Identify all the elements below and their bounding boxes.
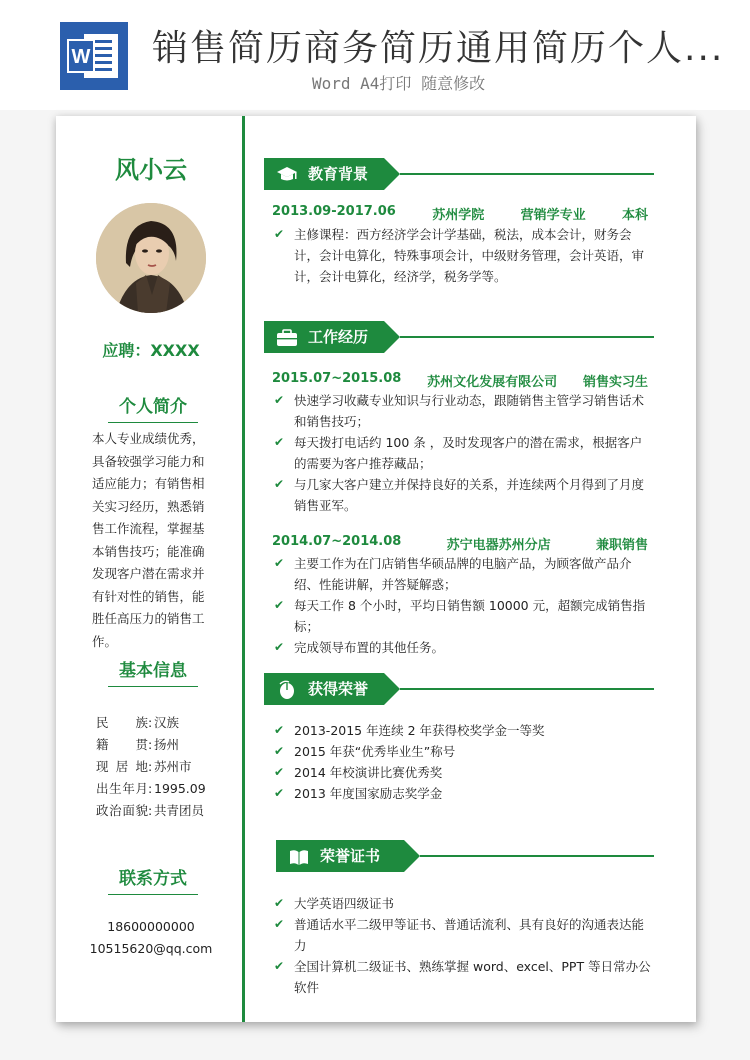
list-item: ✔ 快速学习收藏专业知识与行业动态，跟随销售主管学习销售话术和销售技巧； <box>272 390 652 432</box>
contact-heading: 联系方式 <box>108 864 198 895</box>
email-address: 10515620@qq.com <box>89 941 213 956</box>
education-school: 苏州学院 <box>432 208 485 223</box>
mouse-icon <box>276 679 298 699</box>
resume-page <box>56 116 696 1022</box>
section-honors <box>264 673 664 705</box>
section-tag <box>264 321 384 353</box>
honors-items <box>272 720 652 804</box>
section-arrow <box>384 673 400 705</box>
check-icon: ✔ <box>274 896 285 910</box>
list-item: ✔ 2013-2015 年连续 2 年获得校奖学金一等奖 <box>272 720 652 741</box>
info-row: 出生年月 : 1995.09 <box>96 778 236 800</box>
book-icon <box>288 846 310 866</box>
section-title: 获得荣誉 <box>308 680 369 698</box>
info-label: 出生年月 <box>96 781 148 796</box>
section-rule <box>400 173 654 175</box>
intro-text: 本人专业成绩优秀，具备较强学习能力和适应能力；有销售相关实习经历，熟悉销售工作流程，掌握基本销售技巧；能准确发现客户潜在需求并有针对性的销售，能胜任高压力的销售工作。 <box>92 431 205 649</box>
section-work <box>264 321 664 353</box>
section-rule <box>400 336 654 338</box>
certificate-items <box>272 893 652 998</box>
section-title: 工作经历 <box>308 328 369 346</box>
list-item: ✔ 每天拨打电话约 100 条 ，及时发现客户的潜在需求，根据客户的需要为客户推荐藏品； <box>272 432 652 474</box>
list-item: ✔ 2013 年度国家励志奖学金 <box>272 783 652 804</box>
apply-position: 应聘：XXXX <box>102 341 200 360</box>
list-item: ✔ 完成领导布置的其他任务。 <box>272 637 652 658</box>
education-degree: 本科 <box>621 208 648 223</box>
education-items <box>272 224 652 287</box>
section-tag <box>264 673 384 705</box>
check-icon: ✔ <box>274 477 285 491</box>
briefcase-icon <box>276 327 298 347</box>
section-title: 荣誉证书 <box>320 847 381 865</box>
info-value: 共青团员 <box>154 803 205 818</box>
word-icon <box>60 22 128 90</box>
job-company: 苏州文化发展有限公司 <box>427 375 558 390</box>
job-items <box>272 390 652 516</box>
main-content <box>256 116 696 1022</box>
section-arrow <box>384 158 400 190</box>
list-item: ✔ 普通话水平二级甲等证书、普通话流利、具有良好的沟通表达能力 <box>272 914 652 956</box>
section-tag <box>264 158 384 190</box>
section-title: 教育背景 <box>308 165 369 183</box>
info-label: 民族 <box>96 715 148 730</box>
section-rule <box>400 688 654 690</box>
job-period: 2015.07~2015.08 <box>272 371 402 386</box>
info-row: 籍贯 : 扬州 <box>96 734 236 756</box>
list-item: ✔ 大学英语四级证书 <box>272 893 652 914</box>
section-arrow <box>404 840 420 872</box>
check-icon: ✔ <box>274 723 285 737</box>
section-tag <box>276 840 404 872</box>
check-icon: ✔ <box>274 765 285 779</box>
section-arrow <box>384 321 400 353</box>
list-item: ✔ 主修课程：西方经济学会计学基础，税法，成本会计，财务会计，会计电算化，特殊事项会计，中级财务管理，会计英语，审计，会计电算化，经济学，税务学等。 <box>272 224 652 287</box>
info-label: 政治面貌 <box>96 803 148 818</box>
job-role: 销售实习生 <box>582 375 648 390</box>
contact-info <box>56 916 246 960</box>
intro-heading: 个人简介 <box>108 392 198 423</box>
check-icon: ✔ <box>274 556 285 570</box>
check-icon: ✔ <box>274 786 285 800</box>
person-name: 风小云 <box>115 156 187 184</box>
graduation-cap-icon <box>276 164 298 184</box>
check-icon: ✔ <box>274 744 285 758</box>
job-items <box>272 553 652 658</box>
list-item: ✔ 每天工作 8 个小时，平均日销售额 10000 元，超额完成销售指标； <box>272 595 652 637</box>
info-value: 苏州市 <box>154 759 192 774</box>
basic-info <box>96 712 236 822</box>
job-company: 苏宁电器苏州分店 <box>446 538 551 553</box>
check-icon: ✔ <box>274 917 285 931</box>
info-row: 现居地 : 苏州市 <box>96 756 236 778</box>
phone-number: 18600000000 <box>107 919 195 934</box>
check-icon: ✔ <box>274 959 285 973</box>
list-item: ✔ 全国计算机二级证书、熟练掌握 word、excel、PPT 等日常办公软件 <box>272 956 652 998</box>
info-value: 汉族 <box>154 715 180 730</box>
job-entry-head <box>272 371 648 390</box>
education-major: 营销学专业 <box>520 208 586 223</box>
info-value: 1995.09 <box>154 781 206 796</box>
info-label: 籍贯 <box>96 737 148 752</box>
document-title: 销售简历商务简历通用简历个人... <box>152 28 725 69</box>
job-period: 2014.07~2014.08 <box>272 534 402 549</box>
header-bar <box>0 0 750 110</box>
job-role: 兼职销售 <box>595 538 648 553</box>
job-entry-head <box>272 534 648 553</box>
check-icon: ✔ <box>274 227 285 241</box>
info-row: 民族 : 汉族 <box>96 712 236 734</box>
info-label: 现居地 <box>96 759 148 774</box>
check-icon: ✔ <box>274 640 285 654</box>
section-certificates <box>264 840 664 872</box>
avatar <box>96 203 206 313</box>
sidebar <box>56 116 241 1022</box>
info-row: 政治面貌 : 共青团员 <box>96 800 236 822</box>
info-heading: 基本信息 <box>108 656 198 687</box>
info-value: 扬州 <box>154 737 180 752</box>
education-entry-head <box>272 204 648 223</box>
svg-text:W: W <box>71 46 91 68</box>
list-item: ✔ 2015 年获“优秀毕业生”称号 <box>272 741 652 762</box>
list-item: ✔ 主要工作为在门店销售华硕品牌的电脑产品，为顾客做产品介绍、性能讲解，并答疑解惑； <box>272 553 652 595</box>
education-period: 2013.09-2017.06 <box>272 204 396 219</box>
list-item: ✔ 2014 年校演讲比赛优秀奖 <box>272 762 652 783</box>
list-item: ✔ 与几家大客户建立并保持良好的关系，并连续两个月得到了月度销售亚军。 <box>272 474 652 516</box>
divider-line <box>242 116 245 1022</box>
section-education <box>264 158 664 190</box>
section-rule <box>420 855 654 857</box>
check-icon: ✔ <box>274 393 285 407</box>
check-icon: ✔ <box>274 598 285 612</box>
check-icon: ✔ <box>274 435 285 449</box>
document-subtitle: Word A4打印 随意修改 <box>312 74 486 93</box>
